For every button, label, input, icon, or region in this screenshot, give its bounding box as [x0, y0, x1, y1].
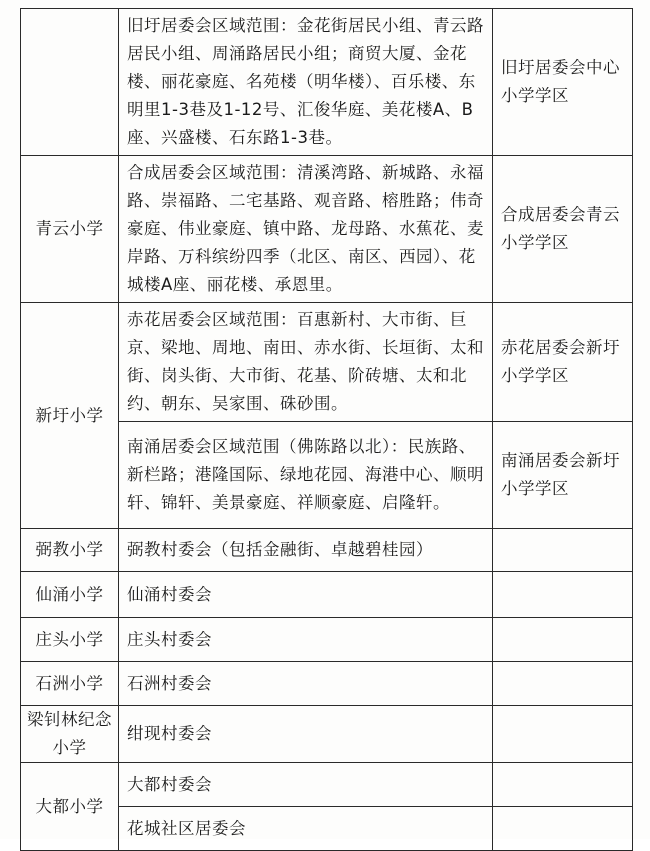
school-name-cell: 庄头小学 [21, 618, 119, 662]
area-cell: 旧圩居委会区域范围：金花街居民小组、青云路居民小组、周涌路居民小组；商贸大厦、金花楼、丽花豪庭、名苑楼（明华楼）、百乐楼、东明里1-3巷及1-12号、汇俊华庭、美花楼A、B座、兴盛楼、石东路1-3巷。 [119, 9, 493, 156]
district-cell [493, 618, 633, 662]
table-row [21, 618, 633, 662]
table-row [21, 706, 633, 763]
school-name-cell: 梁钊林纪念小学 [21, 706, 119, 763]
school-district-table [20, 8, 633, 851]
district-cell: 赤花居委会新圩小学学区 [493, 303, 633, 422]
district-cell: 旧圩居委会中心小学学区 [493, 9, 633, 156]
area-cell: 仙涌村委会 [119, 572, 493, 618]
table-row [21, 529, 633, 572]
table-row [21, 572, 633, 618]
district-cell [493, 529, 633, 572]
area-cell: 庄头村委会 [119, 618, 493, 662]
school-name-cell: 新圩小学 [21, 303, 119, 529]
area-cell: 花城社区居委会 [119, 807, 493, 851]
school-name-cell: 青云小学 [21, 156, 119, 303]
school-name-cell: 大都小学 [21, 763, 119, 851]
area-cell: 南涌居委会区域范围（佛陈路以北）：民族路、新栏路；港隆国际、绿地花园、海港中心、顺明轩、锦轩、美景豪庭、祥顺豪庭、启隆轩。 [119, 422, 493, 529]
area-cell: 石洲村委会 [119, 662, 493, 706]
table-row [21, 303, 633, 422]
district-cell [493, 706, 633, 763]
school-name-cell: 仙涌小学 [21, 572, 119, 618]
district-cell: 合成居委会青云小学学区 [493, 156, 633, 303]
district-cell: 南涌居委会新圩小学学区 [493, 422, 633, 529]
school-name-cell: 石洲小学 [21, 662, 119, 706]
school-name-cell: 弼教小学 [21, 529, 119, 572]
table-row [21, 763, 633, 807]
area-cell: 合成居委会区域范围：清溪湾路、新城路、永福路、崇福路、二宅基路、观音路、榕胜路；伟奇豪庭、伟业豪庭、镇中路、龙母路、水蕉花、麦岸路、万科缤纷四季（北区、南区、西园）、花城楼A座、丽花楼、承恩里。 [119, 156, 493, 303]
table-row [21, 156, 633, 303]
table-row [21, 9, 633, 156]
district-cell [493, 807, 633, 851]
district-cell [493, 662, 633, 706]
area-cell: 弼教村委会（包括金融街、卓越碧桂园） [119, 529, 493, 572]
district-cell [493, 763, 633, 807]
area-cell: 绀现村委会 [119, 706, 493, 763]
area-cell: 赤花居委会区域范围：百惠新村、大市街、巨京、梁地、周地、南田、赤水街、长垣街、太和街、岗头街、大市街、花基、阶砖塘、太和北约、朝东、吴家围、硃砂围。 [119, 303, 493, 422]
district-cell [493, 572, 633, 618]
school-name-cell [21, 9, 119, 156]
area-cell: 大都村委会 [119, 763, 493, 807]
table-row [21, 662, 633, 706]
